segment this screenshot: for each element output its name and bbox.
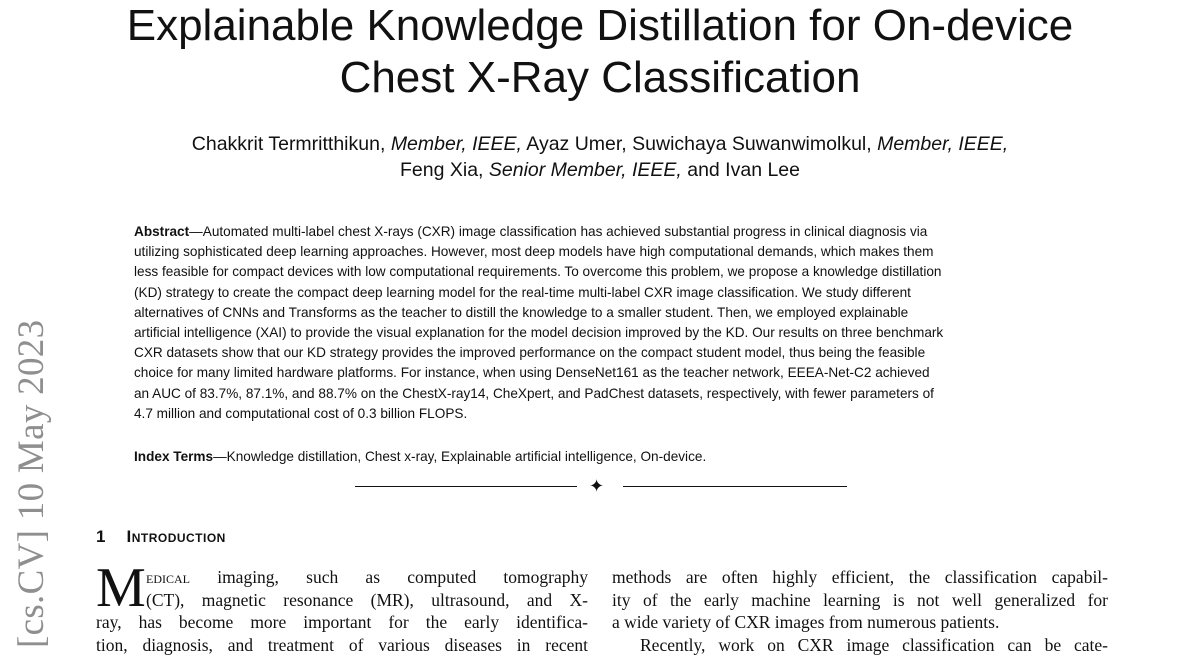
abstract-line: artificial intelligence (XAI) to provide the visual explanation for the model decision improved by the KD. Our results on three benchmark	[134, 323, 1074, 343]
body-column-right	[612, 566, 1108, 656]
abstract-line	[134, 222, 1074, 242]
section-number: 1	[96, 527, 105, 546]
section-heading	[96, 527, 226, 547]
author-name: Feng Xia,	[400, 159, 483, 181]
body-line: tion, diagnosis, and treatment of various diseases in recent	[96, 634, 588, 656]
section-divider	[355, 478, 847, 496]
arxiv-stamp: [cs.CV] 10 May 2023	[0, 320, 72, 648]
body-line: a wide variety of CXR images from numerous patients.	[612, 611, 1108, 634]
paper-title	[0, 0, 1200, 104]
author-name: Chakkrit Termritthikun,	[192, 133, 386, 155]
author-affiliation: Member, IEEE,	[877, 133, 1008, 155]
body-line	[96, 566, 588, 589]
body-line: (CT), magnetic resonance (MR), ultrasound, and X-	[96, 589, 588, 612]
author-name: and Ivan Lee	[687, 159, 800, 181]
author-affiliation: Senior Member, IEEE,	[489, 159, 682, 181]
divider-rule-right	[623, 486, 847, 487]
divider-rule-left	[355, 486, 577, 487]
abstract-line: CXR datasets show that our KD strategy provides the improved performance on the compact student model, thus being the feasible	[134, 343, 1074, 363]
author-affiliation: Member, IEEE,	[391, 133, 522, 155]
author-list	[0, 131, 1200, 183]
body-column-left	[96, 566, 588, 656]
index-terms	[134, 447, 706, 467]
author-line-2	[0, 157, 1200, 183]
abstract-line: 4.7 million and computational cost of 0.3 billion FLOPS.	[134, 404, 1074, 424]
body-line: ray, has become more important for the early identifica-	[96, 611, 588, 634]
paper-title-line-1: Explainable Knowledge Distillation for On-device	[0, 0, 1200, 52]
divider-star-icon: ✦	[589, 475, 604, 497]
paper-title-line-2: Chest X-Ray Classification	[0, 52, 1200, 104]
section-title: Introduction	[126, 527, 225, 546]
index-terms-text: —Knowledge distillation, Chest x-ray, Explainable artificial intelligence, On-device.	[213, 449, 706, 464]
abstract-line: choice for many limited hardware platforms. For instance, when using DenseNet161 as the teacher network, EEEA-Net-C2 achieved	[134, 363, 1074, 383]
body-smallcaps-word: edical	[146, 567, 190, 587]
abstract-line: alternatives of CNNs and Transforms as the teacher to distill the knowledge to a smaller student. Then, we employed explainable	[134, 303, 1074, 323]
body-line: Recently, work on CXR image classification can be cate-	[612, 634, 1108, 656]
author-name: Ayaz Umer, Suwichaya Suwanwimolkul,	[526, 133, 871, 155]
author-line-1	[0, 131, 1200, 157]
abstract-line: an AUC of 83.7%, 87.1%, and 88.7% on the ChestX-ray14, CheXpert, and PadChest datasets, respectively, with fewer parameters of	[134, 384, 1074, 404]
index-terms-label: Index Terms	[134, 449, 213, 464]
abstract-line: (KD) strategy to create the compact deep learning model for the real-time multi-label CXR image classification. We study different	[134, 283, 1074, 303]
abstract-line: utilizing sophisticated deep learning approaches. However, most deep models have high computational demands, which makes them	[134, 242, 1074, 262]
body-line: methods are often highly efficient, the classification capabil-	[612, 566, 1108, 589]
body-line: ity of the early machine learning is not well generalized for	[612, 589, 1108, 612]
abstract-label: Abstract	[134, 224, 189, 239]
abstract-text: —Automated multi-label chest X-rays (CXR) image classification has achieved substantial progress in clinical diagnosis via	[189, 224, 927, 239]
body-text: imaging, such as computed tomography	[190, 567, 588, 587]
abstract-line: less feasible for compact devices with low computational requirements. To overcome this problem, we propose a knowledge distillation	[134, 262, 1074, 282]
abstract	[134, 222, 1074, 424]
drop-cap: M	[96, 564, 146, 612]
